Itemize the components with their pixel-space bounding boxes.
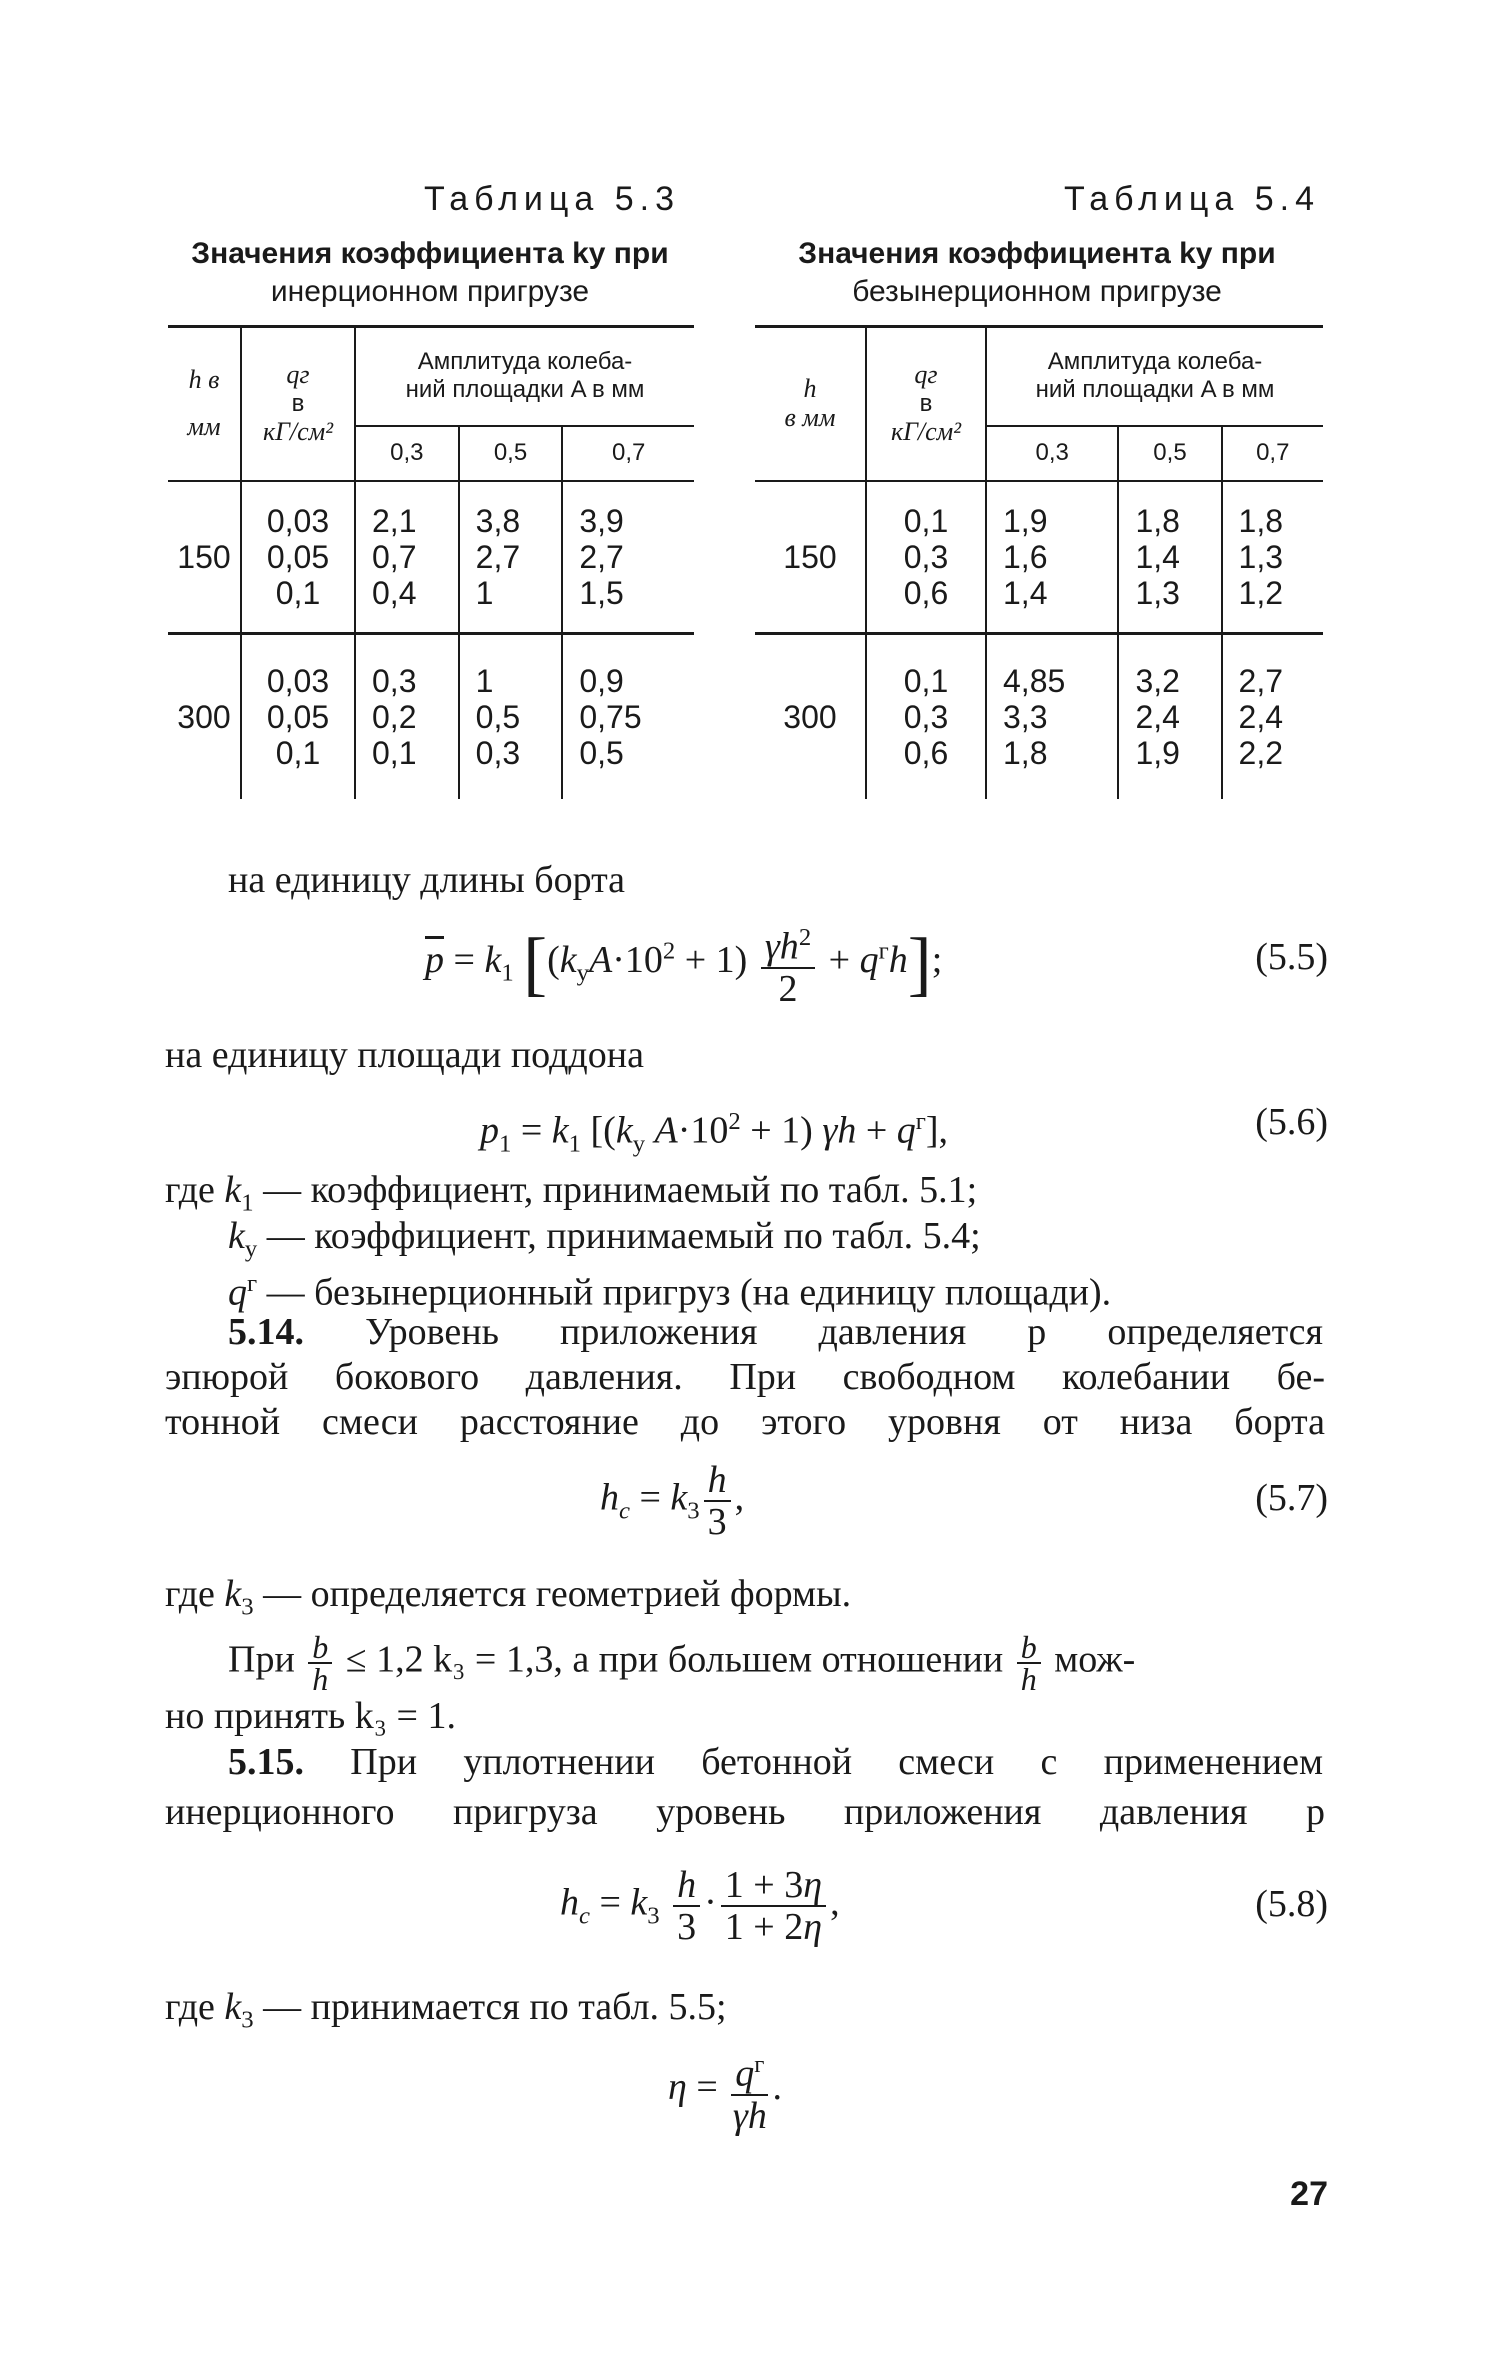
a07-values: 3,9 2,7 1,5 — [562, 481, 694, 634]
amp-0-7: 0,7 — [562, 426, 694, 481]
col-h-header: h в мм — [168, 327, 241, 482]
where-qg: $q^г$ — безынерционный пригруз (на единицу площади). — [228, 1270, 1112, 1314]
a05-values: 3,8 2,7 1 — [459, 481, 563, 634]
table-5-4-caption: Таблица 5.4 — [1063, 180, 1320, 218]
table-row — [755, 481, 1323, 634]
amp-0-5: 0,5 — [459, 426, 563, 481]
table-5-4 — [755, 325, 1323, 799]
eq-number-5-8: (5.8) — [1255, 1883, 1328, 1925]
eq-number-5-7: (5.7) — [1255, 1477, 1328, 1519]
a05-values: 3,2 2,4 1,9 — [1118, 634, 1221, 800]
col-q-header: qг в кГ/см² — [866, 327, 986, 482]
a05-values: 1 0,5 0,3 — [459, 634, 563, 800]
q-values: 0,03 0,05 0,1 — [241, 481, 355, 634]
text-per-length: на единицу длины борта — [228, 859, 626, 901]
table-5-3 — [168, 325, 694, 799]
table-5-4-title-line2: безынерционном пригрузе — [852, 275, 1222, 308]
page-number: 27 — [1290, 2175, 1328, 2213]
paragraph-5-14-line1: 5.14. Уровень приложения давления p определяется — [228, 1311, 1323, 1353]
h-value: 150 — [168, 481, 241, 634]
a03-values: 1,9 1,6 1,4 — [986, 481, 1118, 634]
where-k1: где $k_1$ — коэффициент, принимаемый по табл. 5.1; — [165, 1169, 978, 1217]
amp-0-3: 0,3 — [986, 426, 1118, 481]
eq-number-5-5: (5.5) — [1255, 936, 1328, 978]
h-value: 150 — [755, 481, 866, 634]
formula-5-6: $p_1 = k_1$ [($k_у$ $A\cdot 10^2 + 1$) $\gamma h + q^г$], — [480, 1108, 949, 1158]
formula-eta: η = $\frac{q^г}{\gamma h}$ . — [668, 2045, 782, 2136]
table-5-3-title-line1: Значения коэффициента kу при — [191, 237, 669, 270]
a03-values: 0,3 0,2 0,1 — [355, 634, 459, 800]
amp-0-7: 0,7 — [1222, 426, 1323, 481]
eq-number-5-6: (5.6) — [1255, 1101, 1328, 1143]
formula-5-7: $h_c = k_3$ $\frac{h}{3}$ , — [600, 1459, 745, 1543]
condition-line1: При $\frac{b}{h}$ ≤ 1,2 k₃ = 1,3, а при большем отношении $\frac{b}{h}$ мож- — [228, 1629, 1136, 1697]
col-h-header: h в мм — [755, 327, 866, 482]
text-per-area: на единицу площади поддона — [165, 1034, 644, 1076]
table-row — [168, 634, 694, 800]
table-5-3-title — [160, 235, 700, 311]
a07-values: 0,9 0,75 0,5 — [562, 634, 694, 800]
a07-values: 2,7 2,4 2,2 — [1222, 634, 1323, 800]
paragraph-5-14-line3: тонной смеси расстояние до этого уровня от низа борта — [165, 1401, 1325, 1443]
where-ky: $k_у$ — коэффициент, принимаемый по табл. 5.4; — [228, 1215, 981, 1263]
q-values: 0,03 0,05 0,1 — [241, 634, 355, 800]
col-q-header: qг в кГ/см² — [241, 327, 355, 482]
table-5-4-title-line1: Значения коэффициента kу при — [798, 237, 1276, 270]
amplitude-header: Амплитуда колеба- ний площадки A в мм — [986, 327, 1323, 426]
h-value: 300 — [755, 634, 866, 800]
paragraph-5-15-line2: инерционного пригруза уровень приложения давления p — [165, 1791, 1325, 1833]
table-row — [755, 634, 1323, 800]
table-5-3-caption: Таблица 5.3 — [423, 180, 680, 218]
where-k3-table: где $k_3$ — принимается по табл. 5.5; — [165, 1986, 727, 2034]
amp-0-5: 0,5 — [1118, 426, 1221, 481]
h-value: 300 — [168, 634, 241, 800]
q-values: 0,1 0,3 0,6 — [866, 634, 986, 800]
amplitude-header: Амплитуда колеба- ний площадки A в мм — [355, 327, 694, 426]
paragraph-5-14-line2: эпюрой бокового давления. При свободном колебании бе- — [165, 1356, 1325, 1398]
a05-values: 1,8 1,4 1,3 — [1118, 481, 1221, 634]
paragraph-5-15-line1: 5.15. При уплотнении бетонной смеси с применением — [228, 1741, 1324, 1783]
a07-values: 1,8 1,3 1,2 — [1222, 481, 1323, 634]
a03-values: 4,85 3,3 1,8 — [986, 634, 1118, 800]
formula-5-8: $h_c = k_3$ $\frac{h}{3}$ · $\frac{1 + 3\eta}{1 + 2\eta}$ , — [560, 1864, 840, 1948]
table-5-4-title — [752, 235, 1322, 311]
a03-values: 2,1 0,7 0,4 — [355, 481, 459, 634]
table-row — [168, 481, 694, 634]
formula-5-5: $\overline{p} = k_1$ [$(k_уA\cdot 10^2 + 1)$ $\frac{\gamma h^2}{2}$ + $q^гh$]; — [425, 918, 942, 1009]
q-values: 0,1 0,3 0,6 — [866, 481, 986, 634]
amp-0-3: 0,3 — [355, 426, 459, 481]
table-5-3-title-line2: инерционном пригрузе — [270, 275, 590, 308]
where-k3-geometry: где $k_3$ — определяется геометрией формы. — [165, 1573, 852, 1621]
condition-line2: но принять k₃ = 1. — [165, 1695, 456, 1737]
